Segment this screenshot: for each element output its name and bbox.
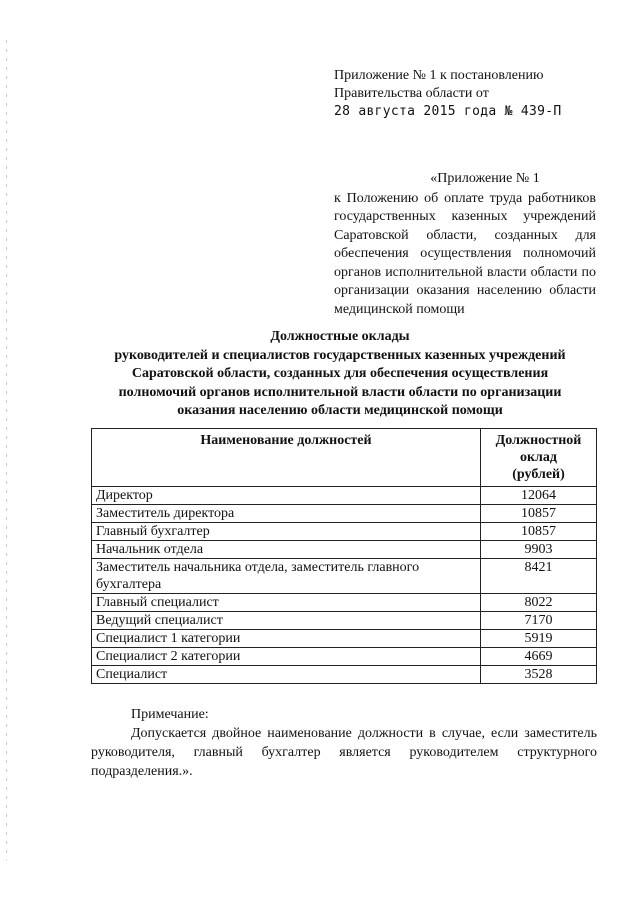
title-line: Должностные оклады <box>270 329 410 344</box>
regulation-reference <box>334 170 596 319</box>
salary-cell: 5919 <box>481 630 597 648</box>
position-cell: Специалист <box>92 666 481 684</box>
header-salary-line: (рублей) <box>512 467 565 482</box>
position-cell: Директор <box>92 487 481 505</box>
position-cell: Специалист 1 категории <box>92 630 481 648</box>
appendix-header <box>334 67 604 121</box>
title-line: Саратовской области, созданных для обеспечения осуществления <box>131 366 549 381</box>
salary-cell: 8421 <box>481 559 597 594</box>
salary-table <box>91 428 597 684</box>
table-row <box>92 541 597 559</box>
position-cell: Специалист 2 категории <box>92 648 481 666</box>
document-title <box>80 328 600 421</box>
header-salary-line: оклад <box>519 450 557 465</box>
salary-cell: 8022 <box>481 594 597 612</box>
position-cell: Начальник отдела <box>92 541 481 559</box>
position-cell: Ведущий специалист <box>92 612 481 630</box>
title-line: оказания населению области медицинской помощи <box>177 403 503 418</box>
footnote-text: Допускается двойное наименование должности в случае, если заместитель руководителя, главный бухгалтер является руководителем структурного подразделения.». <box>91 726 597 779</box>
appendix-header-line: Правительства области от <box>334 86 489 101</box>
position-cell: Главный специалист <box>92 594 481 612</box>
salary-cell: 12064 <box>481 487 597 505</box>
table-row <box>92 648 597 666</box>
reference-heading: «Приложение № 1 <box>430 171 540 186</box>
header-position: Наименование должностей <box>92 429 481 487</box>
table-row <box>92 559 597 594</box>
scan-edge-mark <box>6 40 7 860</box>
header-salary <box>481 429 597 487</box>
footnote <box>91 705 597 781</box>
salary-cell: 3528 <box>481 666 597 684</box>
position-cell: Главный бухгалтер <box>92 523 481 541</box>
appendix-header-line: Приложение № 1 к постановлению <box>334 68 544 83</box>
table-row <box>92 505 597 523</box>
salary-cell: 9903 <box>481 541 597 559</box>
salary-cell: 10857 <box>481 523 597 541</box>
table-row <box>92 523 597 541</box>
table-header-row <box>92 429 597 487</box>
position-cell: Заместитель начальника отдела, заместитель главного бухгалтера <box>92 559 481 594</box>
salary-cell: 10857 <box>481 505 597 523</box>
title-line: полномочий органов исполнительной власти области по организации <box>118 384 562 400</box>
table-row <box>92 630 597 648</box>
reference-text: к Положению об оплате труда работников государственных казенных учреждений Саратовской области, созданных для обеспечения осуществления полномочий органов исполнительной власти области по организации оказания населению области медицинской помощи <box>334 190 596 317</box>
decree-date-number: 28 августа 2015 года № 439-П <box>334 104 562 119</box>
salary-cell: 4669 <box>481 648 597 666</box>
header-salary-line: Должностной <box>495 433 582 448</box>
table-row <box>92 666 597 684</box>
salary-cell: 7170 <box>481 612 597 630</box>
footnote-label: Примечание: <box>131 707 209 722</box>
position-cell: Заместитель директора <box>92 505 481 523</box>
table-row <box>92 594 597 612</box>
table-row <box>92 612 597 630</box>
table-row <box>92 487 597 505</box>
title-line: руководителей и специалистов государственных казенных учреждений <box>114 347 566 363</box>
